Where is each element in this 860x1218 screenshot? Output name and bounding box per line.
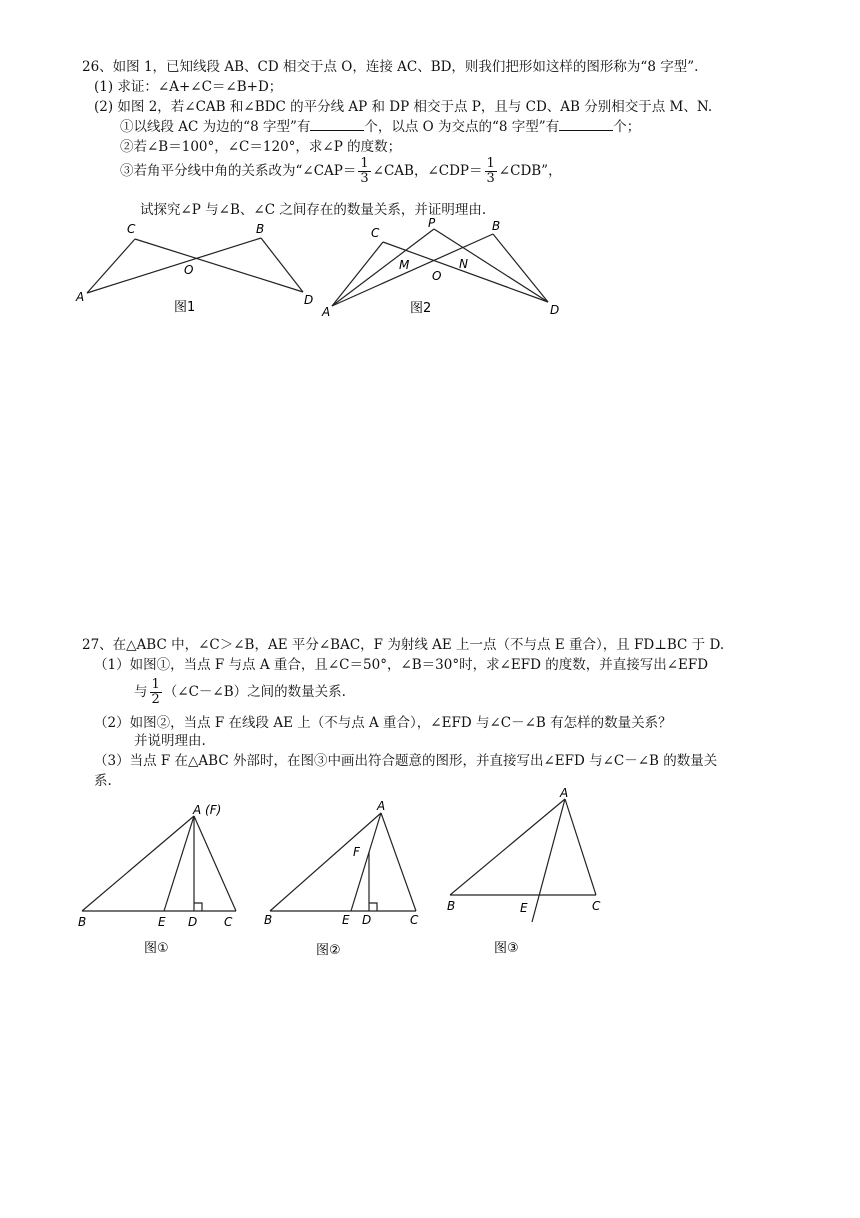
fig2-caption: 图2 — [410, 301, 432, 316]
fig1-label-o: O — [184, 263, 194, 277]
figA-label-e: E — [158, 915, 166, 929]
q27-part1-text-a: 与 — [134, 684, 148, 700]
q27-part1-text-b: （∠C－∠B）之间的数量关系. — [163, 684, 346, 700]
figA-label-b: B — [78, 915, 87, 929]
figB-label-a: A — [377, 799, 386, 813]
figB-label-f: F — [353, 845, 360, 859]
figure-1 — [70, 218, 330, 318]
q27-part1: （1）如图①，当点 F 与点 A 重合，且∠C＝50°，∠B＝30°时，求∠EFD 的度数，并直接写出∠EFD — [94, 657, 709, 673]
fig2-label-a: A — [322, 305, 331, 319]
fraction-one-third-2: $\frac{1}{3}$ — [486, 156, 495, 186]
q26-intro: 26、如图 1，已知线段 AB、CD 相交于点 O，连接 AC、BD，则我们把形如这样的图形称为“8 字型”. — [82, 59, 699, 75]
q26-sub3-line2: 试探究∠P 与∠B、∠C 之间存在的数量关系，并证明理由. — [140, 202, 487, 218]
q26-sub3 — [120, 157, 562, 186]
q26-sub1-text-c: 个； — [613, 119, 641, 135]
figure-2 — [312, 214, 582, 322]
figC-label-e: E — [520, 901, 528, 915]
figA-caption: 图① — [144, 941, 169, 956]
fig1-label-d: D — [304, 293, 314, 307]
q27-part3: （3）当点 F 在△ABC 外部时，在图③中画出符合题意的图形，并直接写出∠EFD 与∠C－∠B 的数量关 — [94, 753, 718, 769]
figure-circle-2 — [258, 796, 438, 960]
figC-label-a: A — [560, 786, 569, 800]
fig1-label-a: A — [76, 290, 85, 304]
figC-label-c: C — [592, 899, 601, 913]
q26-sub3-text-b: ∠CAB，∠CDP＝ — [372, 163, 483, 179]
fraction-one-third: $\frac{1}{3}$ — [360, 156, 369, 186]
figA-label-d: D — [188, 915, 198, 929]
fig1-caption: 图1 — [174, 300, 196, 315]
fig1-label-c: C — [127, 222, 136, 236]
figA-label-c: C — [224, 915, 233, 929]
fig2-label-o: O — [432, 269, 442, 283]
fig2-label-c: C — [371, 226, 380, 240]
q27-part3-line2: 系. — [94, 773, 112, 789]
q27-part2: （2）如图②，当点 F 在线段 AE 上（不与点 A 重合），∠EFD 与∠C－∠B 有怎样的数量关系？ — [94, 715, 672, 731]
figC-label-b: B — [447, 899, 456, 913]
q26-sub1 — [120, 118, 640, 136]
figure-circle-3 — [444, 782, 620, 958]
fig2-label-m: M — [399, 258, 410, 272]
figB-label-d: D — [362, 913, 372, 927]
q26-sub1-text-b: 个，以点 O 为交点的“8 字型”有 — [364, 119, 560, 135]
answer-blank-2[interactable] — [559, 118, 613, 131]
q26-sub3-text-a: ③若角平分线中角的关系改为“∠CAP＝ — [120, 163, 357, 179]
figure-circle-1 — [72, 800, 252, 960]
fig2-label-n: N — [459, 257, 468, 271]
q26-sub3-text-c: ∠CDB”， — [498, 163, 562, 179]
figB-label-e: E — [342, 913, 350, 927]
fig2-label-p: P — [428, 216, 436, 230]
q26-part1: (1) 求证：∠A+∠C＝∠B+D； — [94, 79, 283, 95]
q26-sub1-text-a: ①以线段 AC 为边的“8 字型”有 — [120, 119, 311, 135]
fraction-one-half: $\frac{1}{2}$ — [151, 677, 160, 707]
q26-part2: (2) 如图 2，若∠CAB 和∠BDC 的平分线 AP 和 DP 相交于点 P，且与 CD、AB 分别相交于点 M、N. — [94, 99, 713, 115]
q27-part2-line2: 并说明理由. — [134, 733, 206, 749]
fig2-label-d: D — [550, 303, 560, 317]
q27-part1-line2 — [134, 678, 346, 707]
figB-label-c: C — [410, 913, 419, 927]
fig2-label-b: B — [492, 219, 501, 233]
fig1-label-b: B — [256, 222, 265, 236]
figC-caption: 图③ — [494, 941, 519, 956]
figB-label-b: B — [264, 913, 273, 927]
q27-intro: 27、在△ABC 中，∠C＞∠B，AE 平分∠BAC，F 为射线 AE 上一点（不与点 E 重合），且 FD⊥BC 于 D. — [82, 637, 725, 653]
figB-caption: 图② — [316, 943, 341, 958]
q26-sub2: ②若∠B＝100°，∠C＝120°，求∠P 的度数； — [120, 139, 402, 155]
figA-label-af: A (F) — [193, 803, 222, 817]
answer-blank-1[interactable] — [310, 118, 364, 131]
